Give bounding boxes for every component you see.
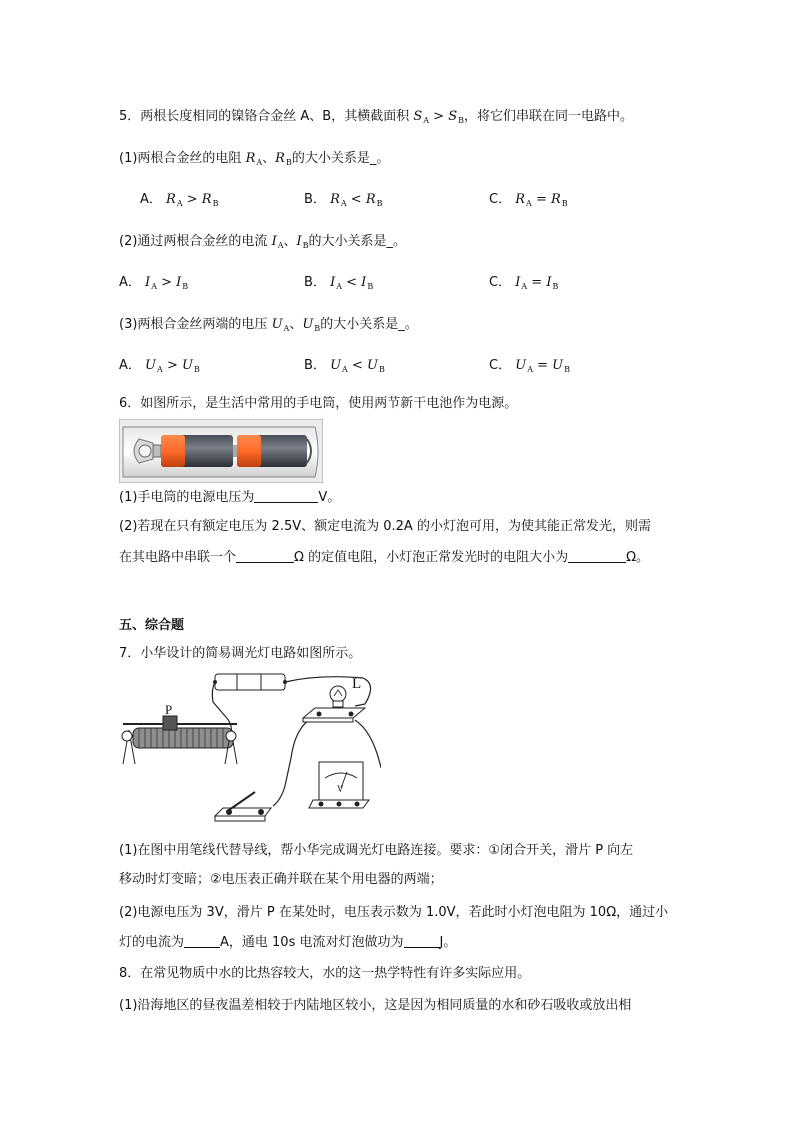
lamp-icon <box>330 686 346 702</box>
q8-part1-line1: (1)沿海地区的昼夜温差相较于内陆地区较小，这是因为相同质量的水和砂石吸收或放出相 <box>119 998 632 1013</box>
rheostat-slider[interactable] <box>163 716 177 730</box>
answer-blank[interactable] <box>184 933 220 948</box>
q7-stem: 7．小华设计的简易调光灯电路如图所示。 <box>119 646 362 661</box>
q6-part1: (1)手电筒的电源电压为 V。 <box>119 490 341 505</box>
q7-part1-line1: (1)在图中用笔线代替导线，帮小华完成调光灯电路连接。要求：①闭合开关，滑片 P 向左 <box>119 843 634 858</box>
q7-part2-line2: 灯的电流为 A，通电 10s 电流对灯泡做功为 J。 <box>119 935 457 950</box>
answer-blank[interactable] <box>404 933 440 948</box>
wire-lamp-switch <box>273 720 309 806</box>
q5-p3-option-a[interactable]: A． $U_A > U_B$ <box>119 358 200 374</box>
answer-blank[interactable] <box>236 548 294 563</box>
answer-blank[interactable] <box>254 488 318 503</box>
q5-p1-option-c[interactable]: C． $R_A = R_B$ <box>489 192 568 208</box>
q5-p2-option-b[interactable]: B． $I_A < I_B$ <box>304 275 374 291</box>
q5-part1: (1)两根合金丝的电阻 $R_A$、$R_B$的大小关系是_。 <box>119 151 390 167</box>
voltmeter-body <box>319 762 363 800</box>
battery-2-cap <box>237 435 261 467</box>
q5-area-relation: $S_A > S_B$ <box>413 109 465 125</box>
switch-blade[interactable] <box>229 792 255 810</box>
q6-stem: 6．如图所示，是生活中常用的手电筒，使用两节新干电池作为电源。 <box>119 396 518 411</box>
q5-part3: (3)两根合金丝两端的电压 $U_A$、$U_B$的大小关系是_。 <box>119 317 418 333</box>
q5-stem: 5．两根长度相同的镍铬合金丝 A、B，其横截面积 $S_A > S_B$，将它们串联在同一电路中。 <box>119 109 634 125</box>
battery-1-terminal <box>233 445 237 457</box>
lamp-label: L <box>352 676 362 692</box>
rheostat-coil <box>133 728 233 748</box>
battery-icon <box>215 674 285 690</box>
q8-stem: 8．在常见物质中水的比热容较大，水的这一热学特性有许多实际应用。 <box>119 966 531 981</box>
dimmer-circuit-figure <box>119 668 381 830</box>
q5-p1-option-b[interactable]: B． $R_A < R_B$ <box>304 192 383 208</box>
q5-p3-option-b[interactable]: B． $U_A < U_B$ <box>304 358 385 374</box>
q7-part1-line2: 移动时灯变暗；②电压表正确并联在某个用电器的两端； <box>119 872 443 887</box>
q5-p2-option-c[interactable]: C． $I_A = I_B$ <box>489 275 559 291</box>
q6-part2-line2: 在其电路中串联一个 Ω 的定值电阻，小灯泡正常发光时的电阻大小为 Ω。 <box>119 550 650 565</box>
bulb-icon <box>139 445 151 457</box>
q7-part2-line1: (2)电源电压为 3V，滑片 P 在某处时，电压表示数为 1.0V，若此时小灯泡电阻为 10Ω，通过小 <box>119 905 669 920</box>
voltmeter-label: V <box>337 784 344 794</box>
q6-part2-line1: (2)若现在只有额定电压为 2.5V、额定电流为 0.2A 的小灯泡可用，为使其能正常发光，则需 <box>119 519 651 534</box>
flashlight-figure <box>119 419 323 483</box>
bulb-socket <box>153 445 161 457</box>
battery-1-cap <box>161 435 185 467</box>
slider-label: P <box>165 702 173 717</box>
section-heading: 五、综合题 <box>119 618 185 633</box>
q5-p2-option-a[interactable]: A． $I_A > I_B$ <box>119 275 189 291</box>
q5-p3-option-c[interactable]: C． $U_A = U_B$ <box>489 358 570 374</box>
q5-p1-option-a[interactable]: A． $R_A > R_B$ <box>140 192 219 208</box>
answer-blank[interactable] <box>568 548 626 563</box>
lamp-base <box>303 708 365 718</box>
wire-lamp-voltmeter <box>355 720 381 768</box>
q5-part2: (2)通过两根合金丝的电流 $I_A$、$I_B$的大小关系是_。 <box>119 234 407 250</box>
